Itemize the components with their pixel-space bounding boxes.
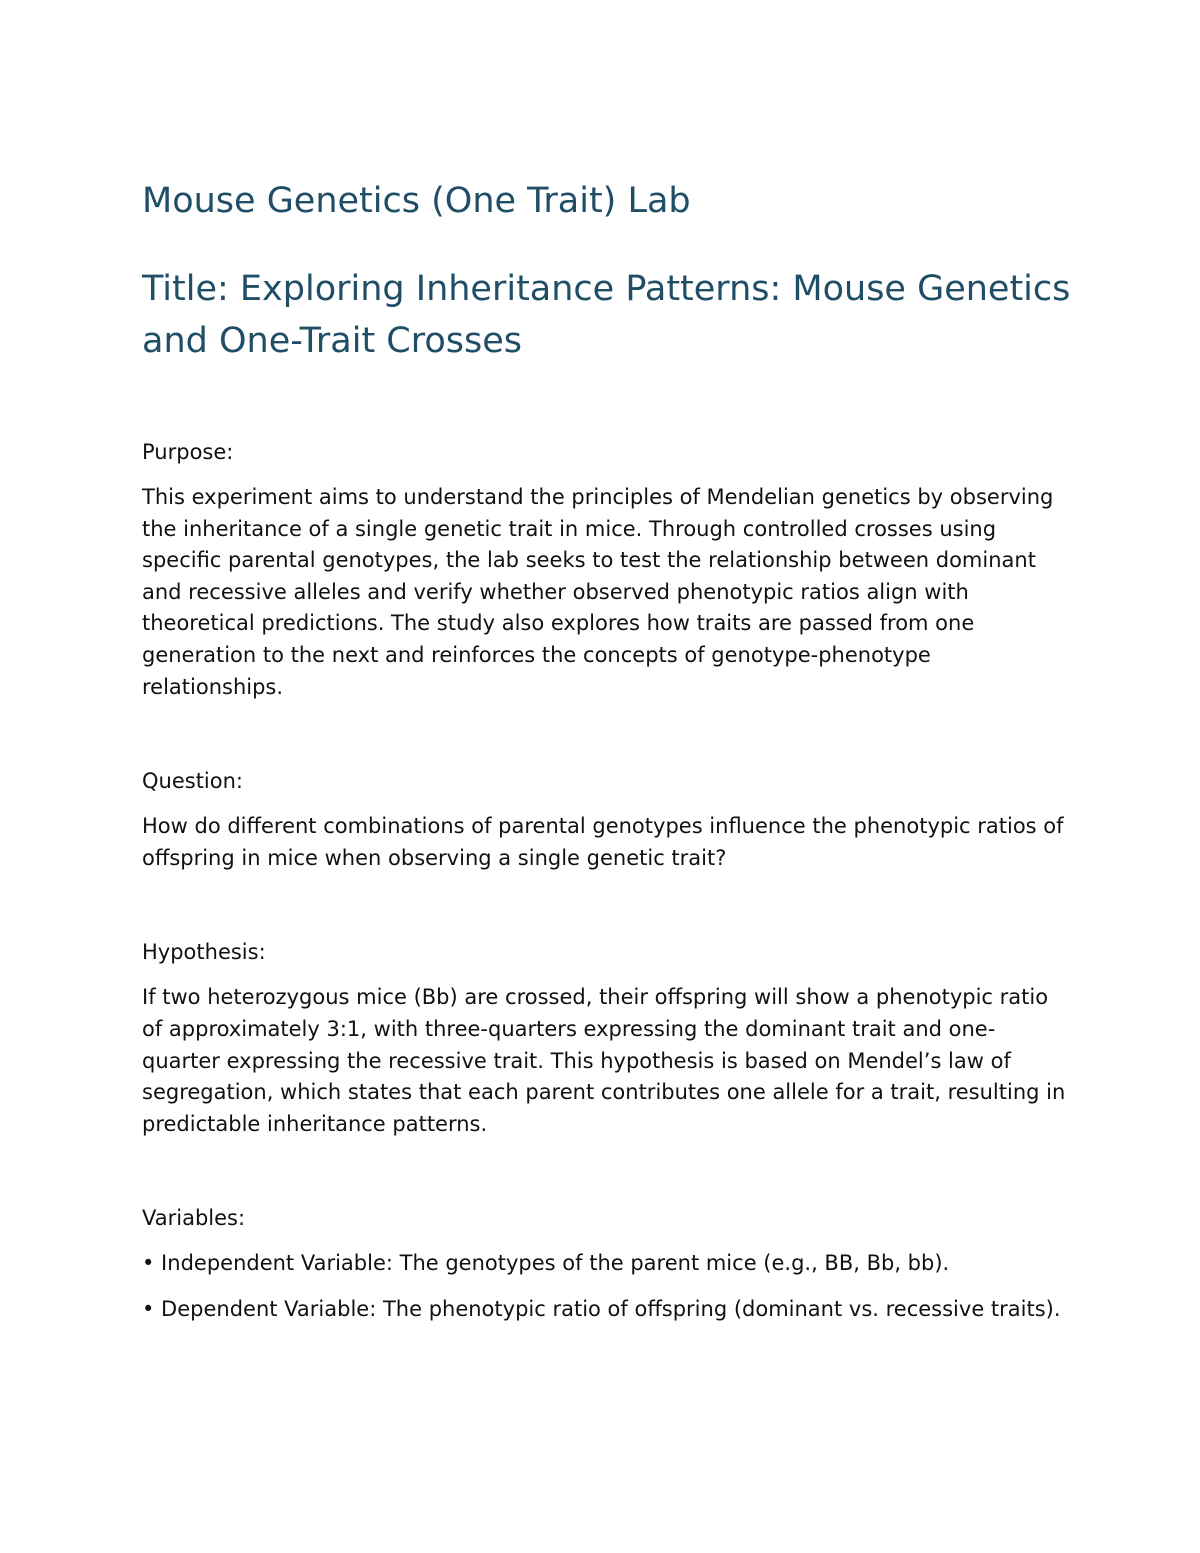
document-subtitle: Title: Exploring Inheritance Patterns: Mouse Genetics and One-Trait Crosses — [142, 269, 1071, 361]
purpose-section — [142, 436, 1072, 703]
variables-item-dependent: • Dependent Variable: The phenotypic ratio of offspring (dominant vs. recessive traits). — [142, 1296, 1061, 1321]
question-section — [142, 765, 1072, 874]
purpose-text: This experiment aims to understand the principles of Mendelian genetics by observing the inheritance of a single genetic trait in mice. Through controlled crosses using specific parental genotypes, the lab seeks to test the relationship between dominant and recessive alleles and verify whether observed phenotypic ratios align with theoretical predictions. The study also explores how traits are passed from one generation to the next and reinforces the concepts of genotype-phenotype relationships. — [142, 485, 1054, 699]
question-label: Question: — [142, 769, 244, 794]
question-text: How do different combinations of parental genotypes influence the phenotypic ratios of offspring in mice when observing a single genetic trait? — [142, 814, 1064, 870]
hypothesis-label: Hypothesis: — [142, 940, 266, 965]
section-spacer — [142, 874, 1072, 936]
section-spacer — [142, 703, 1072, 765]
purpose-label: Purpose: — [142, 440, 234, 464]
variables-item-independent: • Independent Variable: The genotypes of the parent mice (e.g., BB, Bb, bb). — [142, 1251, 950, 1276]
hypothesis-section — [142, 936, 1072, 1140]
variables-label: Variables: — [142, 1206, 246, 1231]
hypothesis-text: If two heterozygous mice (Bb) are crossed, their offspring will show a phenotypic ratio of approximately 3:1, with three-quarters expressing the dominant trait and one-quarter expressing the recessive trait. This hypothesis is based on Mendel’s law of segregation, which states that each parent contributes one allele for a trait, resulting in predictable inheritance patterns. — [142, 985, 1066, 1136]
document-body — [142, 176, 1072, 1340]
section-spacer — [142, 1140, 1072, 1202]
document-title: Mouse Genetics (One Trait) Lab — [142, 181, 691, 221]
variables-section — [142, 1202, 1072, 1325]
